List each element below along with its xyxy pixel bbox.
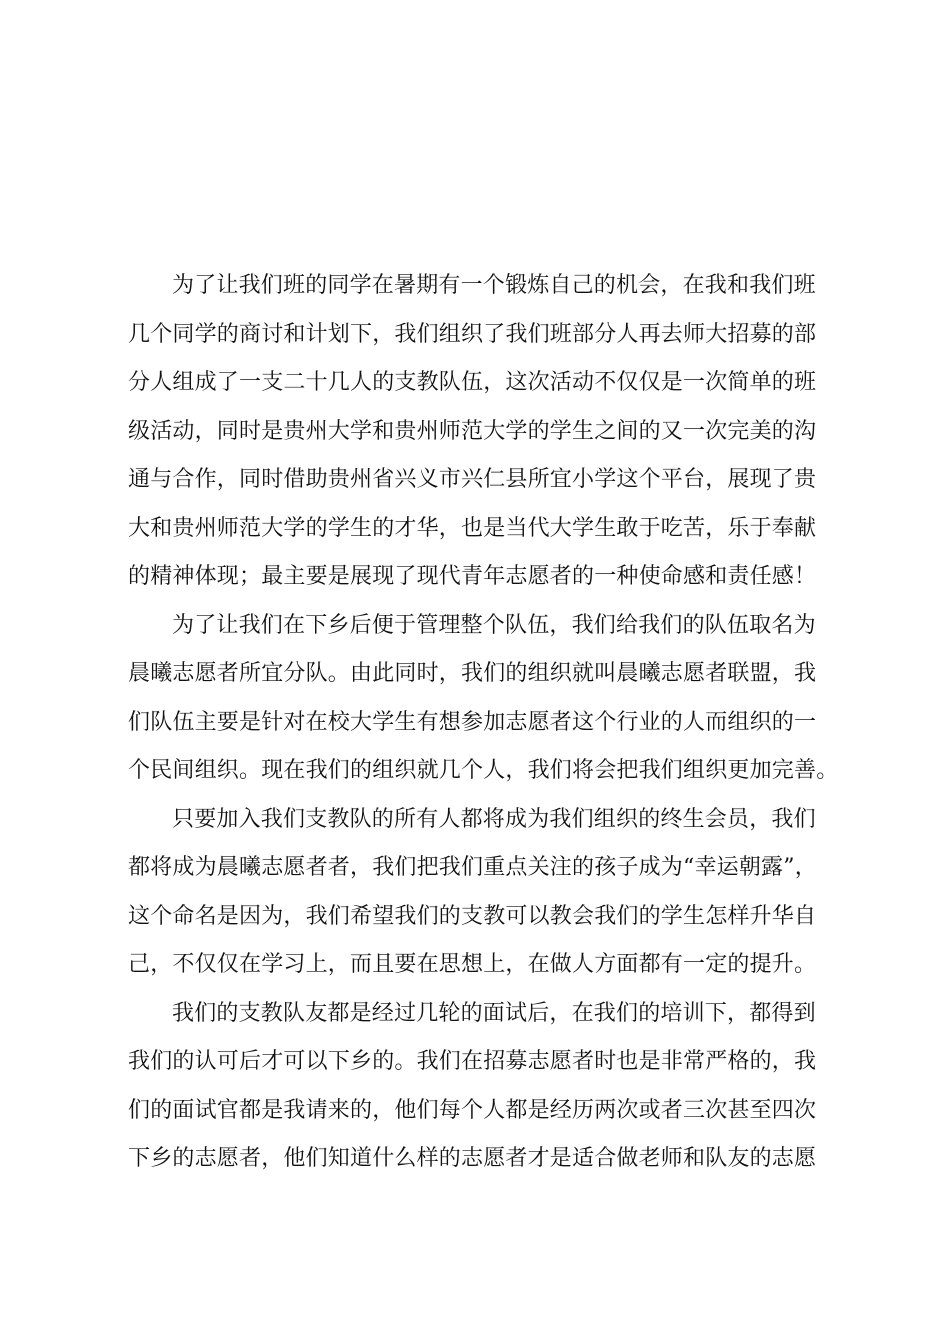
text-line: 我们的支教队友都是经过几轮的面试后，在我们的培训下，都得到 xyxy=(172,1000,816,1026)
text-line: 个民间组织。现在我们的组织就几个人，我们将会把我们组织更加完善。 xyxy=(128,758,839,783)
paragraph-4 xyxy=(128,990,828,1184)
text-line: 们的面试官都是我请来的，他们每个人都是经历两次或者三次甚至四次 xyxy=(128,1097,817,1123)
text-line: 级活动，同时是贵州大学和贵州师范大学的学生之间的又一次完美的沟 xyxy=(128,418,817,444)
text-line: 的精神体现；最主要是展现了现代青年志愿者的一种使命感和责任感！ xyxy=(128,564,817,589)
text-line: 几个同学的商讨和计划下，我们组织了我们班部分人再去师大招募的部 xyxy=(128,321,817,347)
text-line: 通与合作，同时借助贵州省兴义市兴仁县所宜小学这个平台，展现了贵 xyxy=(128,467,817,492)
text-line: 为了让我们在下乡后便于管理整个队伍，我们给我们的队伍取名为 xyxy=(172,612,816,638)
document-body xyxy=(128,262,839,1184)
text-line: 们队伍主要是针对在校大学生有想参加志愿者这个行业的人而组织的一 xyxy=(128,709,817,735)
text-line: 为了让我们班的同学在暑期有一个锻炼自己的机会，在我和我们班 xyxy=(172,273,816,298)
text-line: 晨曦志愿者所宜分队。由此同时，我们的组织就叫晨曦志愿者联盟，我 xyxy=(128,661,817,686)
text-line: 己，不仅仅在学习上，而且要在思想上，在做人方面都有一定的提升。 xyxy=(128,952,817,977)
text-line: 大和贵州师范大学的学生的才华，也是当代大学生敢于吃苦，乐于奉献 xyxy=(128,515,817,541)
paragraph-1 xyxy=(128,262,828,602)
text-line: 我们的认可后才可以下乡的。我们在招募志愿者时也是非常严格的，我 xyxy=(128,1049,817,1074)
text-line: 只要加入我们支教队的所有人都将成为我们组织的终生会员，我们 xyxy=(172,806,816,832)
text-line: 分人组成了一支二十几人的支教队伍，这次活动不仅仅是一次简单的班 xyxy=(128,370,817,395)
text-line: 这个命名是因为，我们希望我们的支教可以教会我们的学生怎样升华自 xyxy=(128,903,817,929)
paragraph-3 xyxy=(128,796,828,990)
text-line: 下乡的志愿者，他们知道什么样的志愿者才是适合做老师和队友的志愿 xyxy=(128,1146,817,1171)
paragraph-2 xyxy=(128,602,839,796)
text-line: 都将成为晨曦志愿者者，我们把我们重点关注的孩子成为“幸运朝露”， xyxy=(128,855,817,880)
